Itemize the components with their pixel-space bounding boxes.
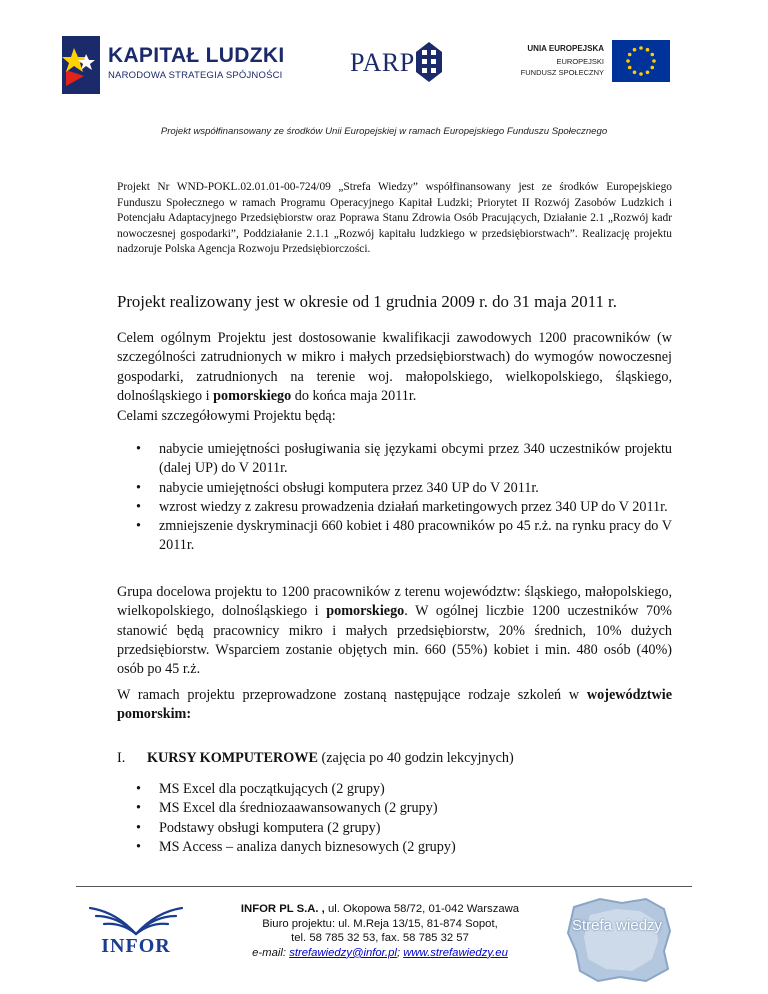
- parp-logo-text: PARP: [350, 48, 415, 77]
- parp-emblem-icon: [416, 42, 442, 82]
- eu-logo-line2: EUROPEJSKI: [556, 57, 604, 66]
- list-item: • nabycie umiejętności obsługi komputera przez 340 UP do V 2011r.: [117, 479, 672, 498]
- target-group-bold: pomorskiego: [326, 603, 405, 620]
- section-title: KURSY KOMPUTEROWE: [147, 750, 318, 766]
- footer-contact: [200, 902, 560, 960]
- footer-address: ul. Okopowa 58/72, 01-042 Warszawa: [324, 903, 520, 915]
- email-link[interactable]: strefawiedzy@infor.pl: [289, 946, 397, 959]
- footer-office: Biuro projektu: ul. M.Reja 13/15, 81-874 Sopot,: [262, 917, 498, 930]
- footer-links-line: [200, 946, 560, 961]
- eu-flag-icon: [612, 40, 670, 82]
- list-item: • MS Excel dla początkujących (2 grupy): [117, 780, 672, 799]
- list-item: • MS Excel dla średniozaawansowanych (2 grupy): [117, 799, 672, 818]
- computer-courses-list: [117, 780, 672, 857]
- footer-email-label: e-mail:: [252, 946, 290, 959]
- general-goal-paragraph: [117, 329, 672, 406]
- general-goal-text: Celem ogólnym Projektu jest dostosowanie kwalifikacji zawodowych 1200 pracowników (w szczególności zatrudnionych w mikro i małych przedsiębiorstwach) do wymogów nowoczesnej gospodarki, zatrudnionych na terenie woj. małopolskiego, wielkopolskiego, śląskiego, dolnośląskiego i: [117, 330, 672, 404]
- footer-divider: [76, 886, 692, 887]
- kapital-ludzki-emblem-icon: [56, 30, 106, 100]
- section-number: I.: [117, 750, 126, 766]
- kapital-ludzki-subtitle: NARODOWA STRATEGIA SPÓJNOŚCI: [108, 70, 283, 81]
- infor-logo: [86, 902, 186, 964]
- list-item: • zmniejszenie dyskryminacji 660 kobiet i 480 pracowników po 45 r.ż. na rynku pracy do V 2011r.: [117, 517, 672, 556]
- target-group-paragraph: [117, 583, 672, 679]
- cofinancing-note: Projekt współfinansowany ze środków Unii Europejskiej w ramach Europejskiego Funduszu Społecznego: [160, 126, 608, 137]
- poland-map-icon: [560, 893, 678, 985]
- strefa-wiedzy-logo: [560, 893, 678, 985]
- general-goal-bold: pomorskiego: [213, 387, 292, 404]
- general-goal-end: do końca maja 2011r.: [291, 387, 417, 404]
- project-period: Projekt realizowany jest w okresie od 1 grudnia 2009 r. do 31 maja 2011 r.: [117, 292, 617, 311]
- kapital-ludzki-logo: [56, 30, 285, 100]
- section-heading: [117, 750, 514, 767]
- footer-company: INFOR PL S.A. ,: [240, 903, 325, 915]
- eu-logo-line1: UNIA EUROPEJSKA: [527, 44, 604, 53]
- target-group-end: . W ogólnej liczbie 1200 uczestników 70% stanowić będą pracownicy mikro i małych przedsiębiorstw, 20% średnich, 10% dużych przedsiębiorstw. Wsparciem zostanie objętych min. 660 (55%) kobiet i min. 480 osób (40%) osób po 45 r.ż.: [117, 603, 672, 678]
- target-group-text: Grupa docelowa projektu to 1200 pracowników z terenu województw: śląskiego, małopolskiego, wielkopolskiego, dolnośląskiego i: [117, 584, 672, 620]
- infor-wings-icon: [86, 902, 186, 936]
- trainings-text: W ramach projektu przeprowadzone zostaną następujące rodzaje szkoleń w: [117, 687, 587, 703]
- list-item: • nabycie umiejętności posługiwania się językami obcymi przez 340 uczestników projektu (dalej UP) do V 2011r.: [117, 440, 672, 479]
- list-item: • Podstawy obsługi komputera (2 grupy): [117, 819, 672, 838]
- trainings-bold: województwie pomorskim:: [117, 687, 672, 723]
- section-suffix: (zajęcia po 40 godzin lekcyjnych): [317, 750, 514, 766]
- footer-address-line: [200, 902, 560, 917]
- infor-logo-text: INFOR: [101, 935, 171, 957]
- kapital-ludzki-title: KAPITAŁ LUDZKI: [108, 44, 285, 67]
- list-item: • MS Access – analiza danych biznesowych (2 grupy): [117, 838, 672, 857]
- specific-goals-heading: Celami szczegółowymi Projektu będą:: [117, 408, 336, 424]
- specific-goals-list: [117, 440, 672, 556]
- footer-phone: tel. 58 785 32 53, fax. 58 785 32 57: [291, 932, 469, 945]
- strefa-wiedzy-logo-text: Strefa wiedzy: [572, 917, 663, 934]
- list-item: • wzrost wiedzy z zakresu prowadzenia działań marketingowych przez 340 UP do V 2011r.: [117, 498, 672, 517]
- footer-separator: ;: [396, 946, 404, 959]
- eu-logo-line3: FUNDUSZ SPOŁECZNY: [520, 68, 604, 77]
- parp-logo: [348, 42, 444, 84]
- trainings-paragraph: [117, 686, 672, 725]
- project-intro: Projekt Nr WND-POKL.02.01.01-00-724/09 „Strefa Wiedzy” współfinansowany jest ze środków Europejskiego Funduszu Społecznego w ramach Programu Operacyjnego Kapitał Ludzki; Priorytet II Rozwój Zasobów Ludzkich i Potencjału Adaptacyjnego Przedsiębiorstw oraz Poprawa Stanu Zdrowia Osób Pracujących, Działanie 2.1 „Rozwój kadr nowoczesnej gospodarki”, Poddziałanie 2.1.1 „Rozwój kapitału ludzkiego w przedsiębiorstwach”. Realizację projektu nadzoruje Polska Agencja Rozwoju Przedsiębiorczości.: [117, 181, 672, 256]
- eu-logo: [510, 38, 678, 94]
- website-link[interactable]: www.strefawiedzy.eu: [403, 946, 508, 959]
